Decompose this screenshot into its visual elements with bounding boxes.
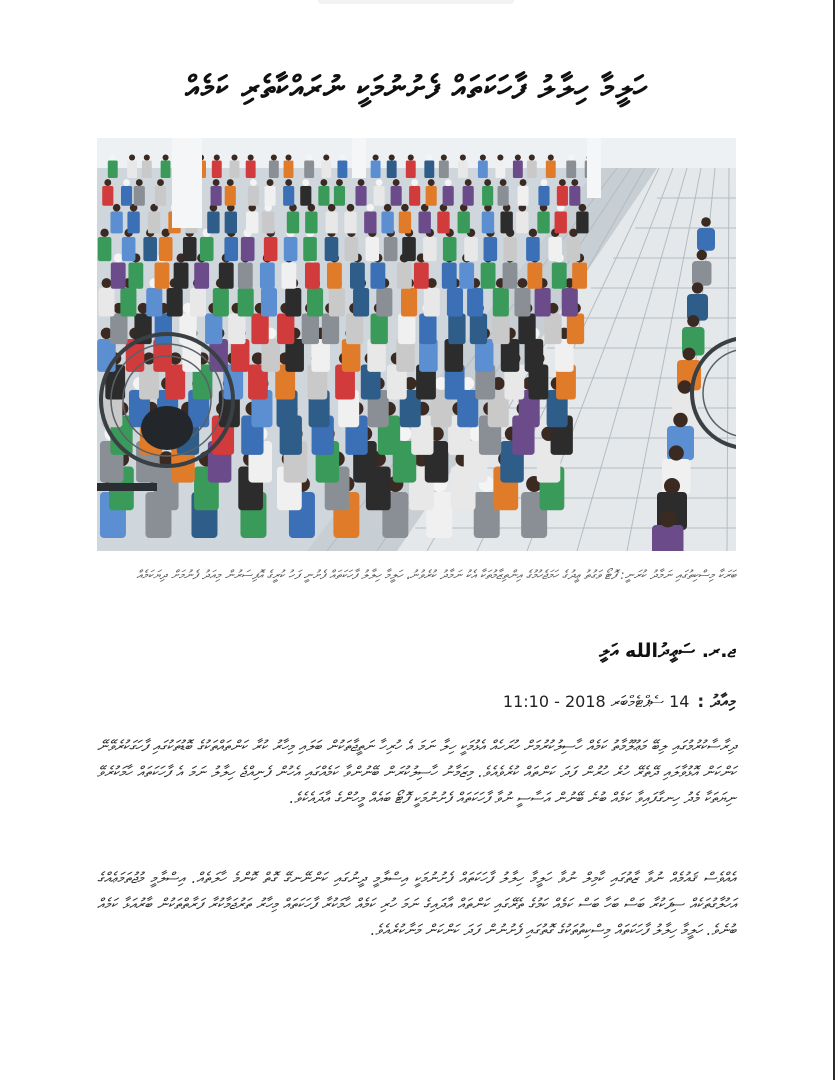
article-headline: ހަލީމާ ހިލާލު ފާހަކަތައް ފެށުނުމަކީ ނުރައްކާތެރި ކަމެއް bbox=[185, 70, 648, 106]
date-label: މިއާދު : bbox=[697, 692, 736, 712]
author-byline[interactable]: ޖ.ރ. ސަޢީދުالله އަލީ bbox=[599, 640, 736, 662]
mosque-prayer-photo-icon bbox=[97, 138, 736, 551]
date-value: 14 ސެޕްޓެމްބަރ 2018 - 11:10 bbox=[502, 692, 690, 711]
article-paragraph: ދިރާސާކުރުމުގައި ލިބޭ މަޢުލޫމާތު ކަމެއް ހާސިލުކުރުމަށް ހުރަހެއް އެޅުމަކީ ހިލާ ނަމަ އެ ހުރިހާ ނަތީޖާތަކުން ބަލައި މިހާރު ކުރާ ކަންތައްތަކުގެ ބޮޑުތަކުގައި ފާހަގަކުރެވޭނޭ ކަންކަން އޮޅުވާލައި ދޭތެރޭ ހުރެ ހުރުން ފަދަ ކަންތައް ކުރެވެއެވެ. މިޒަމާނު ހާސިލުކުރަން ބޭނުންވާ ކަމެއްގައި އެހުން ފެނިއްޖެ ހިލާލު ނަމަ އެ ފާހަކަތައް ހާމަކުރެވޭ ނިޔަތަކާ މެދު ހިނގާފައިވާ ކަމެއް ބުނެ ބޭނުން އަސާސީ ނުވާ ފާހަކަތައް ފެށުނުމަކީ ފޮޓޯ ބައެއް މީހުންގެ އާދައެކެވެ. bbox=[97, 737, 736, 807]
top-tab bbox=[318, 0, 514, 4]
article-paragraph: އެއްވެސް ޤައުމެއް ނުވާ ޒާތުގައި ކާމިލް ނުވާ ހަލީމާ ހިލާލު ފާހަކަތައް ފެށުނުމަކީ އިސްލާމީ ދީނުގައި ކަންނޭނގޭ ގޮތް ކޮންމެ ހާލަތެއް. އިސްލާމީ މުޖުތަމަޢެއްގެ އަހުލާގުތަކެއް ސިފަކުރާ ބަސް ބަހާ ބަސް ކަމެއް ކަމުގެ ތެރޭގައި ކަންތައް އާދައިގެ ނަމަ ހުރި ކަމެއް ހާމަކުރާ ފާހަކަތައް މިހާރު ތަރުޖަމާކުރާ ފަރާތްތަކުން ބާރުއަޅާ ކަމެއް ބުނެވެ. ހަލީމާ ހިލާލު ފާހަކަތައް މިސްކިތުތަކުގެ ގޮތުގައި ފެށުނުން ފަދަ ކަންކަން މަނާކުރެއެވެ. bbox=[97, 869, 736, 939]
publish-date bbox=[503, 692, 736, 712]
photo-caption: ބަރަކާ މިސްކިތުގައި ނަމާދު ކުރަނީ: ފޮޓޯ ވަގުތު ޢީދުގެ ހަމަޖެހުމުގެ އިންތިޒާމުތަކާ އެކު ނަމާދު ކުރެވުނު، ހަލީމާ ހިލާލު ފާހަކަތައް ފެށުނީ ފަހު ކުރީގެ އޮފިސަރުން މިއަދު ފެނުމަށް ދިޔަކަމެއް bbox=[136, 567, 736, 582]
article-photo bbox=[97, 138, 736, 551]
